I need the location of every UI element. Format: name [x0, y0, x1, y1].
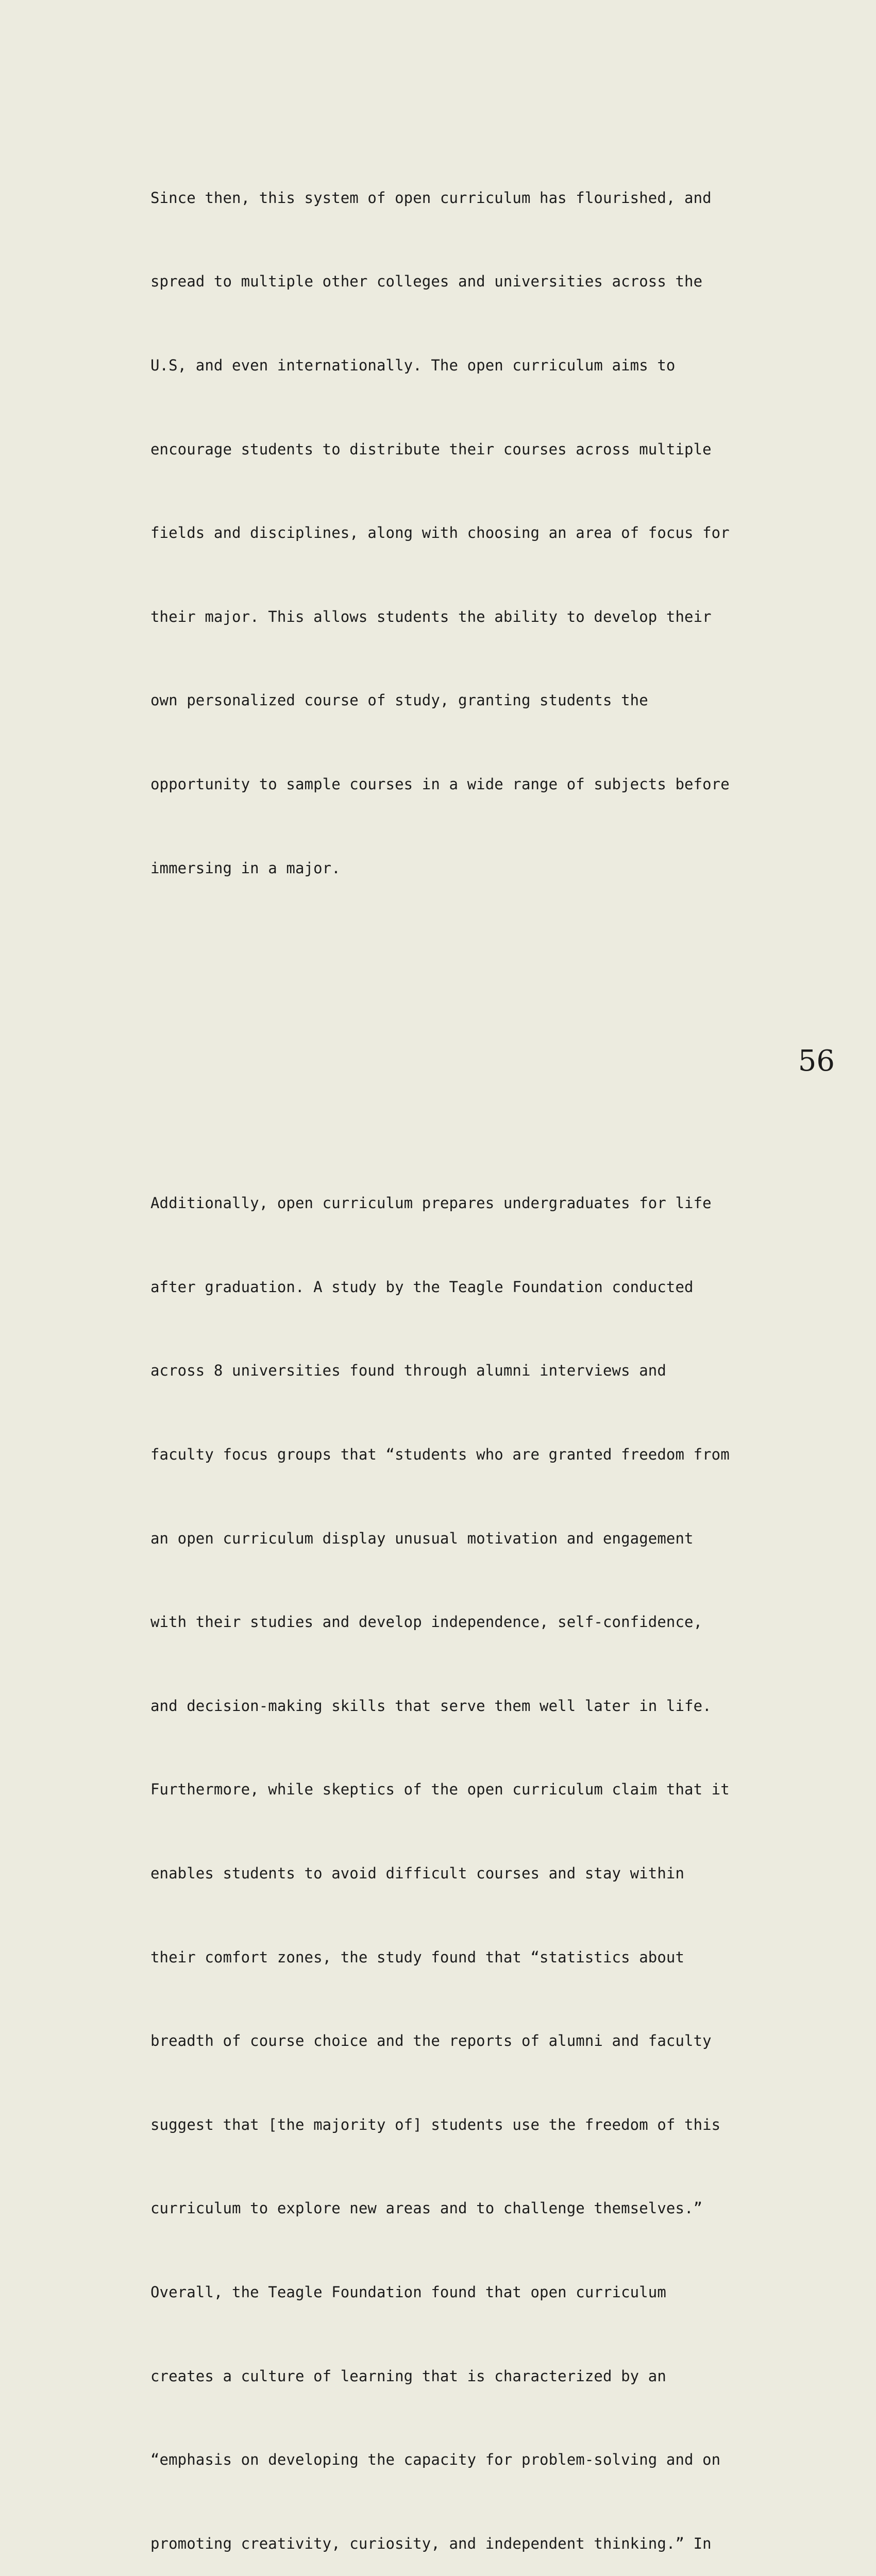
text-line: U.S, and even internationally. The open curriculum aims to	[150, 357, 676, 375]
text-line: across 8 universities found through alumni interviews and	[150, 1362, 666, 1380]
text-line: breadth of course choice and the reports of alumni and faculty	[150, 2032, 712, 2050]
text-line: Overall, the Teagle Foundation found that open curriculum	[150, 2283, 666, 2301]
paragraph-spacing	[150, 1022, 748, 1049]
body-text	[150, 72, 748, 2576]
paragraph-1	[150, 128, 748, 938]
text-line: creates a culture of learning that is characterized by an	[150, 2367, 666, 2385]
text-line: suggest that [the majority of] students use the freedom of this	[150, 2115, 721, 2133]
text-line: immersing in a major.	[150, 859, 341, 877]
text-line: faculty focus groups that “students who are granted freedom from	[150, 1445, 730, 1463]
paragraph-2	[150, 1133, 748, 2576]
text-line: with their studies and develop independence, self-confidence,	[150, 1613, 703, 1631]
text-line: Additionally, open curriculum prepares undergraduates for life	[150, 1194, 712, 1212]
text-line: Since then, this system of open curriculum has flourished, and	[150, 189, 712, 207]
text-line: and decision-making skills that serve them well later in life.	[150, 1697, 712, 1715]
text-line: Furthermore, while skeptics of the open curriculum claim that it	[150, 1781, 730, 1799]
text-line: own personalized course of study, granting students the	[150, 691, 648, 709]
page-number: 56	[798, 1044, 835, 1078]
text-line: after graduation. A study by the Teagle Foundation conducted	[150, 1278, 694, 1296]
text-line: their comfort zones, the study found that “statistics about	[150, 1948, 685, 1966]
text-line: opportunity to sample courses in a wide range of subjects before	[150, 775, 730, 793]
text-line: their major. This allows students the ability to develop their	[150, 607, 712, 625]
text-line: spread to multiple other colleges and universities across the	[150, 273, 703, 291]
text-line: curriculum to explore new areas and to challenge themselves.”	[150, 2199, 703, 2217]
text-line: encourage students to distribute their courses across multiple	[150, 440, 712, 458]
text-line: promoting creativity, curiosity, and independent thinking.” In	[150, 2534, 712, 2552]
text-line: “emphasis on developing the capacity for problem-solving and on	[150, 2451, 721, 2469]
text-line: fields and disciplines, along with choosing an area of focus for	[150, 524, 730, 542]
text-line: enables students to avoid difficult courses and stay within	[150, 1864, 685, 1882]
text-line: an open curriculum display unusual motivation and engagement	[150, 1529, 694, 1547]
